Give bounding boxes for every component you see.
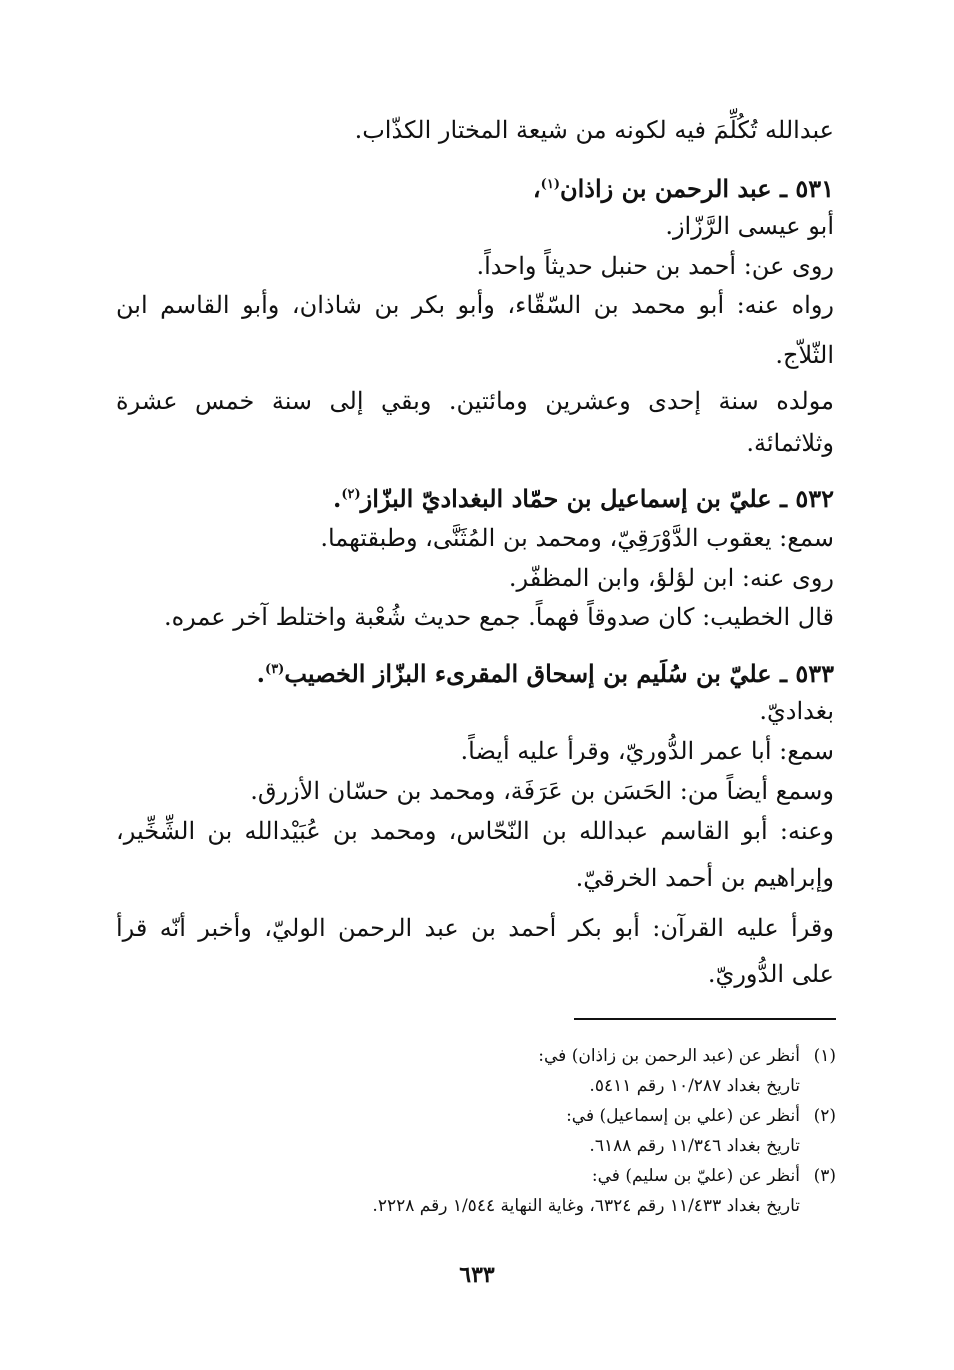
footnote-3-number: (٣) (813, 1166, 836, 1186)
entry-532-heading (116, 478, 834, 516)
entry-531-tail: ، (532, 174, 541, 203)
footnote-2 (300, 1103, 836, 1129)
page-number: ٦٣٣ (459, 1262, 495, 1288)
text-line: روى عن: أحمد بن حنبل حديثاً واحداً. (476, 252, 834, 280)
footnote-2-text: أنظر عن (علي بن إسماعيل) في: (566, 1106, 800, 1126)
footnote-1 (300, 1043, 836, 1069)
entry-533-heading (116, 653, 834, 691)
footnote-1-text: أنظر عن (عبد الرحمن بن زاذان) في: (538, 1046, 800, 1066)
entry-533-title: ٥٣٣ ـ عليّ بن سُلَيم بن إسحاق المقرىء البزّاز الخصيب (284, 659, 834, 688)
text-line: مولده سنة إحدى وعشرين ومائتين. وبقي إلى سنة خمس عشرة (116, 387, 834, 415)
footnote-divider (574, 1018, 836, 1020)
text-line: وثلاثمائة. (746, 429, 834, 457)
text-line: وسمع أيضاً من: الحَسَن بن عَرَفَة، ومحمد بن حسّان الأزرق. (250, 777, 834, 805)
footnote-ref-1[interactable]: (١) (540, 177, 560, 192)
text-line: عبدالله تُكُلِّمَ فيه لكونه من شيعة المختار الكذّاب. (354, 116, 834, 144)
text-line: على الدُّوريّ. (707, 960, 834, 988)
text-line: وعنه: أبو القاسم عبدالله بن النّحّاس، ومحمد بن عُبَيْدالله بن الشِّخِّير، (116, 817, 834, 845)
entry-533-tail: . (256, 659, 266, 688)
text-line: وقرأ عليه القرآن: أبو بكر أحمد بن عبد الرحمن الوليّ، وأخبر أنّه قرأ (116, 914, 834, 942)
text-line: رواه عنه: أبو محمد بن السّقّاء، وأبو بكر بن شاذان، وأبو القاسم ابن (116, 291, 834, 319)
footnote-3-text: أنظر عن (عليّ بن سليم) في: (591, 1166, 800, 1186)
text-line: سمع: يعقوب الدَّوْرَقِيّ، ومحمد بن المُثَنَّى، وطبقتهما. (320, 524, 834, 552)
text-line: روى عنه: ابن لؤلؤ، وابن المظفّر. (508, 564, 834, 592)
text-line: أبو عيسى الرَّزّاز. (665, 212, 834, 240)
text-line: وإبراهيم بن أحمد الخرقيّ. (575, 864, 834, 892)
text-line: الثّلاّج. (775, 341, 834, 369)
footnote-1-source: تاريخ بغداد ١٠/٢٨٧ رقم ٥٤١١. (589, 1076, 800, 1096)
text-line: سمع: أبا عمر الدُّوريّ، وقرأ عليه أيضاً. (460, 737, 834, 765)
footnote-ref-2[interactable]: (٢) (341, 487, 361, 502)
footnote-3-source: تاريخ بغداد ١١/٤٣٣ رقم ٦٣٢٤، وغاية النهاية ١/٥٤٤ رقم ٢٢٢٨. (372, 1196, 800, 1216)
footnote-ref-3[interactable]: (٣) (265, 662, 285, 677)
entry-532-title: ٥٣٢ ـ عليّ بن إسماعيل بن حمّاد البغداديّ البزّاز (360, 484, 834, 513)
text-line: قال الخطيب: كان صدوقاً فهماً. جمع حديث شُعْبة واختلط آخر عمره. (163, 603, 834, 631)
footnote-2-source: تاريخ بغداد ١١/٣٤٦ رقم ٦١٨٨. (589, 1136, 800, 1156)
footnote-2-number: (٢) (813, 1106, 836, 1126)
footnote-3 (300, 1163, 836, 1189)
entry-532-tail: . (332, 484, 342, 513)
entry-531-heading (116, 168, 834, 206)
text-line: بغداديّ. (759, 697, 834, 725)
entry-531-title: ٥٣١ ـ عبد الرحمن بن زاذان (559, 174, 834, 203)
footnote-1-number: (١) (813, 1046, 836, 1066)
